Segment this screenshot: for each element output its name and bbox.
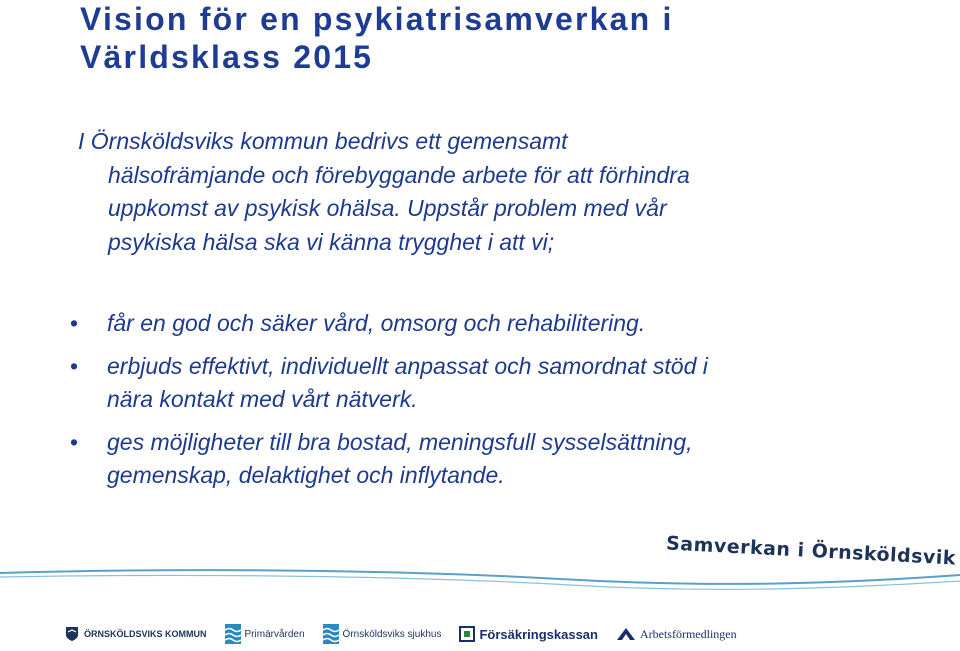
- logo-forsakringskassan: Försäkringskassan: [459, 626, 598, 642]
- logo-primarvarden: Primärvården: [225, 624, 305, 644]
- bullet-line: får en god och säker vård, omsorg och rehabilitering.: [107, 310, 646, 336]
- bullet-line: gemenskap, delaktighet och inflytande.: [107, 462, 505, 488]
- bullet-list: [70, 307, 930, 502]
- logo-kommun: ÖRNSKÖLDSVIKS KOMMUN: [64, 626, 207, 642]
- bullet-line: nära kontakt med vårt nätverk.: [107, 386, 418, 412]
- primarvarden-waves-icon: [225, 624, 241, 644]
- title-line-2: Världsklass 2015: [80, 39, 374, 75]
- bullet-item: [70, 426, 930, 493]
- bullet-dot-icon: •: [70, 310, 79, 336]
- bullet-dot-icon: •: [70, 428, 79, 455]
- intro-line: I Örnsköldsviks kommun bedrivs ett gemensamt: [78, 128, 568, 154]
- arbetsformedlingen-emblem-icon: [616, 627, 636, 641]
- bullet-line: erbjuds effektivt, individuellt anpassat och samordnat stöd i: [107, 352, 708, 379]
- intro-line: psykiska hälsa ska vi känna trygghet i att vi;: [108, 228, 555, 255]
- intro-line: hälsofrämjande och förebyggande arbete för att förhindra: [108, 161, 690, 188]
- partner-logos: [64, 622, 755, 646]
- bullet-item: [70, 350, 930, 417]
- kommun-shield-icon: [64, 626, 80, 642]
- sjukhus-waves-icon: [323, 624, 339, 644]
- samverkan-brand: Samverkan i Örnsköldsvik: [665, 532, 957, 570]
- intro-paragraph: [78, 125, 918, 259]
- bullet-dot-icon: •: [70, 352, 79, 379]
- logo-arbetsformedlingen: Arbetsförmedlingen: [616, 627, 737, 641]
- forsakringskassan-emblem-icon: [459, 626, 475, 642]
- title-line-1: Vision för en psykiatrisamverkan i: [80, 1, 674, 37]
- intro-line: uppkomst av psykisk ohälsa. Uppstår problem med vår: [108, 195, 667, 221]
- bullet-item: [70, 307, 930, 341]
- bullet-line: ges möjligheter till bra bostad, meningsfull sysselsättning,: [107, 428, 693, 455]
- logo-sjukhus: Örnsköldsviks sjukhus: [323, 624, 442, 644]
- slide-title: [80, 0, 940, 76]
